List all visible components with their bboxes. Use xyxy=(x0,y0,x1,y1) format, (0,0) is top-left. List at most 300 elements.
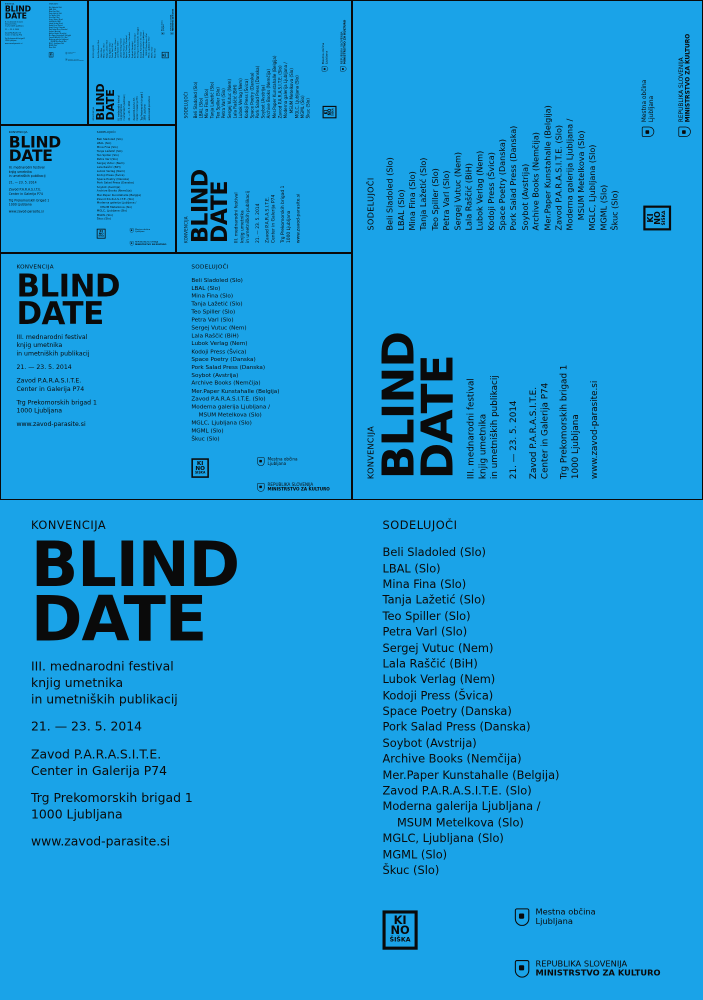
city-line-1: Mestna občina xyxy=(641,79,648,123)
participant-item: Tanja Lažetić (Slo) xyxy=(96,149,123,153)
panel-content xyxy=(89,1,176,125)
participants-label: SODELUJOČI xyxy=(382,518,458,533)
ministry-logo xyxy=(678,34,691,137)
participant-item: Škuc (Slo) xyxy=(96,217,111,221)
subtitle xyxy=(9,166,169,179)
kino-siska-logo: KI NO ŠIŠKA xyxy=(162,53,168,57)
participant-item: LBAL (Slo) xyxy=(191,284,221,292)
sponsor-logos xyxy=(191,457,345,498)
participant-item: MSUM Metelkova (Slo) xyxy=(382,816,524,830)
participant-item: MSUM Metelkova (Slo) xyxy=(289,68,294,119)
ministry-logo xyxy=(130,241,166,246)
participant-item: Zavod P.A.R.A.S.I.T.E. (Slo) xyxy=(382,784,532,798)
city-line-1: Mestna občina xyxy=(135,227,151,231)
subtitle-line: III. mednarodni festival xyxy=(465,378,476,480)
subtitle-line: III. mednarodni festival xyxy=(31,658,174,674)
participant-item: Kodoji Press (Švica) xyxy=(243,79,249,119)
title-line-1: BLIND xyxy=(31,529,240,602)
city-line-1: Mestna občina xyxy=(161,20,163,32)
participants-list xyxy=(383,545,560,879)
address-line: 1000 Ljubljana xyxy=(143,104,147,121)
title-line-1: BLIND xyxy=(16,268,121,305)
participant-item: Lubok Verlag (Nem) xyxy=(475,150,485,231)
venue-line: Zavod P.A.R.A.S.I.T.E. xyxy=(527,387,538,480)
participants xyxy=(383,519,560,879)
participant-item: Soybot (Avstrija) xyxy=(382,736,477,751)
participant-item: Archive Books (Nemčija) xyxy=(191,379,261,387)
participants xyxy=(366,105,621,230)
participant-item: MGML (Slo) xyxy=(150,46,154,59)
participant-item: Lubok Verlag (Nem) xyxy=(382,672,496,687)
participant-item: Tanja Lažetić (Slo) xyxy=(191,300,243,308)
ministry-line-1: REPUBLIKA SLOVENIJA xyxy=(535,959,628,969)
participant-item: Teo Spiller (Slo) xyxy=(48,14,60,17)
participant-item: Pork Salad Press (Danska) xyxy=(382,720,531,735)
address-line: 1000 Ljubljana xyxy=(570,414,581,480)
slovenia-crest-icon xyxy=(65,59,67,61)
city-line-2: Ljubljana xyxy=(135,230,145,233)
participant-item: MGML (Slo) xyxy=(300,95,306,119)
date: 21. — 23. 5. 2014 xyxy=(254,203,260,243)
subtitle xyxy=(16,333,335,358)
city-line-2: Ljubljana xyxy=(535,916,573,926)
participant-item: Mina Fina (Slo) xyxy=(96,145,118,149)
date: 21. — 23. 5. 2014 xyxy=(508,400,519,480)
ministry-line-2: MINISTRSTVO ZA KULTURO xyxy=(68,59,84,61)
subtitle-line: in umetniških publikacij xyxy=(8,174,46,178)
participant-item: MGLC, Ljubljana (Slo) xyxy=(382,832,504,846)
subtitle-line: knjig umetnika xyxy=(31,675,124,691)
city-logo xyxy=(515,908,596,926)
participant-item: Sergej Vutuc (Nem) xyxy=(191,324,247,331)
title-line-1: BLIND xyxy=(373,331,425,480)
participant-item: Archive Books (Nemčija) xyxy=(96,189,132,193)
title-line-2: DATE xyxy=(103,89,117,121)
participant-item: Archive Books (Nemčija) xyxy=(266,69,272,119)
venue-line: Zavod P.A.R.A.S.I.T.E. xyxy=(264,196,270,243)
participant-item: Kodoji Press (Švica) xyxy=(191,348,247,355)
participant-item: LBAL (Slo) xyxy=(396,189,407,231)
address xyxy=(558,26,582,479)
city-line-1: Mestna občina xyxy=(321,42,325,65)
ministry-logo xyxy=(257,483,329,492)
participants xyxy=(97,131,141,221)
kino-siska-logo: KI NO ŠIŠKA xyxy=(191,458,208,478)
venue-line: Center in Galerija P74 xyxy=(16,385,85,393)
participant-item: Kodoji Press (Švica) xyxy=(48,24,63,27)
subtitle xyxy=(465,26,501,479)
ljubljana-crest-icon xyxy=(515,909,529,927)
participant-item: Kodoji Press (Švica) xyxy=(486,152,497,231)
title xyxy=(5,6,85,20)
participant-item: Mer.Paper Kunstahalle (Belgija) xyxy=(96,193,142,197)
participant-item: Soybot (Avstrija) xyxy=(191,371,239,379)
address xyxy=(280,16,292,243)
kino-siska-logo: KI NO ŠIŠKA xyxy=(49,52,53,57)
participant-item: Zavod P.A.R.A.S.I.T.E. (Slo) xyxy=(96,197,135,201)
participant-item: Mer.Paper Kunstahalle (Belgija) xyxy=(382,768,560,782)
city-logo xyxy=(161,20,164,34)
participant-item: Sergej Vutuc (Nem) xyxy=(227,79,232,119)
participant-item: MSUM Metelkova (Slo) xyxy=(576,130,587,231)
city-logo xyxy=(642,80,655,137)
sponsor-logos xyxy=(383,908,693,991)
participants-label: SODELUJOČI xyxy=(48,3,59,6)
convention-label: KONVENCIJA xyxy=(4,3,15,6)
participant-item: Mina Fina (Slo) xyxy=(407,171,418,231)
poster-panel xyxy=(0,253,352,500)
date: 21. — 23. 5. 2014 xyxy=(16,363,72,371)
subtitle-line: III. mednarodni festival xyxy=(4,20,23,23)
participant-item: MGML (Slo) xyxy=(382,847,448,862)
title xyxy=(187,16,233,243)
ministry-logo xyxy=(65,59,83,61)
poster-panel xyxy=(352,0,703,500)
participant-item: Petra Varl (Slo) xyxy=(191,316,234,324)
participant-item: Škuc (Slo) xyxy=(610,190,620,231)
venue xyxy=(16,376,335,393)
subtitle-line: knjig umetnika xyxy=(477,413,488,480)
participants xyxy=(191,263,279,442)
participant-item: MGML (Slo) xyxy=(191,427,224,434)
participant-item: Lala Raščić (BiH) xyxy=(464,163,474,231)
participant-item: LBAL (Slo) xyxy=(99,47,103,59)
participants xyxy=(92,27,156,58)
participant-item: Petra Varl (Slo) xyxy=(96,157,118,161)
participant-item: Space Poetry (Danska) xyxy=(48,26,66,29)
ministry-logo xyxy=(171,9,174,35)
panel-content xyxy=(1,1,88,63)
address-line: Trg Prekomorskih brigad 1 xyxy=(4,37,26,40)
city-line-1: Mestna občina xyxy=(535,907,596,917)
participant-item: Archive Books (Nemčija) xyxy=(382,752,522,766)
city-line-2: Ljubljana xyxy=(267,461,287,466)
participant-item: Kodoji Press (Švica) xyxy=(96,173,125,177)
participant-item: Tanja Lažetić (Slo) xyxy=(382,593,486,607)
participant-item: Petra Varl (Slo) xyxy=(111,43,114,59)
ministry-line-2: MINISTRSTVO ZA KULTURO xyxy=(535,968,661,978)
participant-item: Zavod P.A.R.A.S.I.T.E. (Slo) xyxy=(48,36,68,39)
subtitle-line: III. mednarodni festival xyxy=(233,192,239,243)
venue-line: Zavod P.A.R.A.S.I.T.E. xyxy=(31,746,162,762)
participant-item: Tanja Lažetić (Slo) xyxy=(105,39,108,59)
participant-item: Škuc (Slo) xyxy=(48,46,56,49)
participant-item: Space Poetry (Danska) xyxy=(382,704,512,719)
convention-label: KONVENCIJA xyxy=(31,518,107,533)
subtitle-line: in umetniških publikacij xyxy=(4,25,24,27)
title xyxy=(8,133,169,166)
participant-item: Lala Raščić (BiH) xyxy=(96,165,121,169)
participant-item: Moderna galerija Ljubljana / xyxy=(48,38,69,41)
participant-item: Zavod P.A.R.A.S.I.T.E. (Slo) xyxy=(554,124,564,231)
city-line-2: Ljubljana xyxy=(324,50,328,65)
participant-item: Mina Fina (Slo) xyxy=(102,43,106,59)
title-line-2: DATE xyxy=(31,583,207,657)
subtitle-line: III. mednarodni festival xyxy=(8,165,45,170)
participant-item: Škuc (Slo) xyxy=(306,98,311,119)
participant-item: Mina Fina (Slo) xyxy=(191,292,234,300)
participant-item: Lubok Verlag (Nem) xyxy=(191,340,248,347)
panel-content xyxy=(353,4,703,500)
participant-item: Petra Varl (Slo) xyxy=(221,88,227,119)
date: 21. — 23. 5. 2014 xyxy=(4,28,19,31)
sponsor-logos xyxy=(322,8,351,118)
ministry-line-1: REPUBLIKA SLOVENIJA xyxy=(267,482,314,488)
panel-content xyxy=(177,5,352,253)
slovenia-crest-icon xyxy=(515,960,529,978)
participant-item: MGML (Slo) xyxy=(599,184,609,231)
participant-item: Sergej Vutuc (Nem) xyxy=(452,151,463,231)
participant-item: Lala Raščić (BiH) xyxy=(191,332,239,339)
participants-list xyxy=(97,27,156,58)
participant-item: Mer.Paper Kunstahalle (Belgija) xyxy=(272,55,277,119)
sponsor-logos xyxy=(49,52,88,62)
convention-label: KONVENCIJA xyxy=(16,263,54,270)
ljubljana-crest-icon xyxy=(130,228,134,232)
participants-list xyxy=(49,7,71,49)
participant-item: Space Poetry (Danska) xyxy=(125,35,128,59)
participant-item: MGML (Slo) xyxy=(96,213,113,217)
ljubljana-crest-icon xyxy=(322,66,328,71)
title-line-1: BLIND xyxy=(187,169,214,243)
title-line-2: DATE xyxy=(206,180,233,243)
participant-item: Soybot (Avstrija) xyxy=(130,41,134,59)
participant-item: MGLC, Ljubljana (Slo) xyxy=(587,144,598,231)
participant-item: Mer.Paper Kunstahalle (Belgija) xyxy=(191,387,280,395)
city-line-2: Ljubljana xyxy=(162,24,165,32)
address-line: 1000 Ljubljana xyxy=(16,406,63,415)
participant-item: Space Poetry (Danska) xyxy=(497,139,508,231)
city-logo xyxy=(130,228,150,233)
address-line: Trg Prekomorskih brigad 1 xyxy=(140,91,144,121)
participant-item: Pork Salad Press (Danska) xyxy=(509,125,519,231)
ministry-logo xyxy=(515,960,661,978)
participant-item: Archive Books (Nemčija) xyxy=(133,33,137,59)
ljubljana-crest-icon xyxy=(642,127,654,137)
participant-item: Beli Sladoled (Slo) xyxy=(385,157,395,231)
participants-list xyxy=(191,276,279,442)
participant-item: Pork Salad Press (Danska) xyxy=(128,31,131,59)
subtitle-line: III. mednarodni festival xyxy=(16,333,88,341)
website-link[interactable]: www.zavod-parasite.si xyxy=(295,193,301,243)
participant-item: Škuc (Slo) xyxy=(153,48,156,59)
participant-item: Teo Spiller (Slo) xyxy=(430,168,440,231)
participant-item: Mina Fina (Slo) xyxy=(204,88,210,119)
participant-item: MGLC, Ljubljana (Slo) xyxy=(191,419,252,426)
participants-label: SODELUJOČI xyxy=(191,263,229,270)
convention-label: KONVENCIJA xyxy=(366,425,376,480)
website-link[interactable]: www.zavod-parasite.si xyxy=(31,834,171,849)
ministry-line-2: MINISTRSTVO ZA KULTURO xyxy=(172,8,174,32)
website-link[interactable]: www.zavod-parasite.si xyxy=(4,42,23,45)
participant-item: Archive Books (Nemčija) xyxy=(48,32,67,35)
participant-item: Lubok Verlag (Nem) xyxy=(96,169,125,173)
poster-panel xyxy=(0,500,703,1000)
address-line: Trg Prekomorskih brigad 1 xyxy=(8,198,50,203)
participant-item: MGML (Slo) xyxy=(48,44,57,47)
participant-item: MSUM Metelkova (Slo) xyxy=(145,33,148,59)
ministry-line-1: REPUBLIKA SLOVENIJA xyxy=(170,14,173,32)
date: 21. — 23. 5. 2014 xyxy=(31,719,143,734)
city-logo xyxy=(65,52,75,54)
participant-item: Mina Fina (Slo) xyxy=(382,577,467,591)
participant-item: Moderna galerija Ljubljana / xyxy=(142,30,145,59)
subtitle-line: knjig umetnika xyxy=(16,341,63,349)
convention-label: KONVENCIJA xyxy=(183,216,189,243)
participant-item: Mer.Paper Kunstahalle (Belgija) xyxy=(48,34,72,37)
city-line-1: Mestna občina xyxy=(68,51,76,54)
sponsor-logos xyxy=(97,228,175,249)
kino-siska-logo: KI NO ŠIŠKA xyxy=(643,206,671,231)
address-line: 1000 Ljubljana xyxy=(285,210,292,243)
address xyxy=(31,789,672,822)
venue xyxy=(31,746,672,779)
venue xyxy=(9,187,169,195)
venue-line: Zavod P.A.R.A.S.I.T.E. xyxy=(16,376,82,384)
participants-label: SODELUJOČI xyxy=(92,44,95,59)
address-line: Trg Prekomorskih brigad 1 xyxy=(31,790,193,805)
address-line: Trg Prekomorskih brigad 1 xyxy=(558,364,569,480)
date: 21. — 23. 5. 2014 xyxy=(127,100,131,121)
address-line: 1000 Ljubljana xyxy=(4,39,17,42)
slovenia-crest-icon xyxy=(171,32,174,35)
participant-item: Sergej Vutuc (Nem) xyxy=(96,161,125,165)
participant-item: Sergej Vutuc (Nem) xyxy=(48,18,63,21)
participants-label: SODELUJOČI xyxy=(96,130,116,135)
participant-item: Teo Spiller (Slo) xyxy=(191,308,236,316)
participant-item: MGLC, Ljubljana (Slo) xyxy=(48,42,65,45)
poster-panel xyxy=(0,125,176,253)
participant-item: Pork Salad Press (Danska) xyxy=(255,65,261,119)
panel-content xyxy=(1,126,176,250)
city-line-2: Ljubljana xyxy=(68,53,73,55)
ministry-line-2: MINISTRSTVO ZA KULTURO xyxy=(343,19,347,65)
participant-item: Petra Varl (Slo) xyxy=(441,170,452,231)
title xyxy=(96,7,115,121)
participant-item: Petra Varl (Slo) xyxy=(382,625,468,639)
ljubljana-crest-icon xyxy=(161,32,164,35)
participant-item: Teo Spiller (Slo) xyxy=(96,153,119,157)
venue xyxy=(527,26,551,479)
panel-content xyxy=(0,500,703,996)
participant-item: Zavod P.A.R.A.S.I.T.E. (Slo) xyxy=(191,395,266,403)
participant-item: Soybot (Avstrija) xyxy=(260,84,266,119)
ministry-logo xyxy=(340,20,346,72)
participant-item: Lubok Verlag (Nem) xyxy=(119,38,123,59)
sponsor-logos xyxy=(642,11,701,230)
ljubljana-crest-icon xyxy=(65,52,67,54)
participants-list xyxy=(385,105,621,230)
website-link[interactable]: www.zavod-parasite.si xyxy=(148,95,151,121)
sponsor-logos xyxy=(161,3,176,58)
participant-item: Archive Books (Nemčija) xyxy=(531,132,542,231)
ministry-line-2: MINISTRSTVO ZA KULTURO xyxy=(135,243,167,246)
participant-item: Mer.Paper Kunstahalle (Belgija) xyxy=(542,105,553,231)
participant-item: Lala Raščić (BiH) xyxy=(382,657,478,671)
website-link[interactable]: www.zavod-parasite.si xyxy=(16,420,86,428)
venue-line: Zavod P.A.R.A.S.I.T.E. xyxy=(4,31,22,34)
participant-item: Soybot (Avstrija) xyxy=(96,185,121,189)
participant-item: Petra Varl (Slo) xyxy=(48,16,60,19)
website-link[interactable]: www.zavod-parasite.si xyxy=(8,209,44,214)
participant-item: Pork Salad Press (Danska) xyxy=(191,363,266,371)
kino-siska-logo: KI NO ŠIŠKA xyxy=(323,106,337,118)
subtitle-line: knjig umetnika xyxy=(4,22,17,25)
city-logo xyxy=(257,457,297,466)
participant-item: LBAL (Slo) xyxy=(198,97,204,119)
city-line-1: Mestna občina xyxy=(267,456,298,462)
title-line-2: DATE xyxy=(8,146,53,166)
ministry-line-1: REPUBLIKA SLOVENIJA xyxy=(68,58,80,60)
participant-item: Moderna galerija Ljubljana / xyxy=(191,403,271,411)
participants-list xyxy=(97,137,141,221)
kino-siska-logo: KI NO ŠIŠKA xyxy=(383,910,418,949)
address xyxy=(16,398,335,415)
participant-item: Lubok Verlag (Nem) xyxy=(238,78,244,119)
date: 21. — 23. 5. 2014 xyxy=(8,180,37,185)
subtitle-line: in umetniških publikacij xyxy=(245,190,251,243)
participant-item: MSUM Metelkova (Slo) xyxy=(48,40,67,43)
participant-item: MSUM Metelkova (Slo) xyxy=(96,205,133,209)
subtitle xyxy=(233,16,251,243)
participant-item: LBAL (Slo) xyxy=(48,8,57,11)
subtitle-line: III. mednarodni festival xyxy=(117,95,120,121)
slovenia-crest-icon xyxy=(130,241,134,245)
slovenia-crest-icon xyxy=(257,483,264,492)
participants-label: SODELUJOČI xyxy=(183,91,189,119)
participant-item: Teo Spiller (Slo) xyxy=(215,87,221,119)
slovenia-crest-icon xyxy=(340,66,346,71)
convention-label: KONVENCIJA xyxy=(92,107,95,121)
participant-item: Lala Raščić (BiH) xyxy=(232,84,238,119)
participant-item: Soybot (Avstrija) xyxy=(520,163,530,231)
ministry-line-1: REPUBLIKA SLOVENIJA xyxy=(339,31,344,65)
participant-item: Tanja Lažetić (Slo) xyxy=(48,12,62,15)
venue-line: Zavod P.A.R.A.S.I.T.E. xyxy=(8,187,42,192)
participant-item: Lubok Verlag (Nem) xyxy=(48,22,63,25)
title-line-2: DATE xyxy=(4,11,27,21)
title-line-2: DATE xyxy=(16,295,104,332)
address-line: 1000 Ljubljana xyxy=(8,202,32,207)
participant-item: Moderna galerija Ljubljana / xyxy=(382,800,541,814)
participant-item: Beli Sladoled (Slo) xyxy=(193,81,198,119)
participant-item: LBAL (Slo) xyxy=(96,141,112,145)
poster-panel xyxy=(0,0,88,125)
participant-item: Beli Sladoled (Slo) xyxy=(97,39,100,59)
participants-label: SODELUJOČI xyxy=(366,177,376,231)
convention-label: KONVENCIJA xyxy=(8,130,28,135)
participant-item: Moderna galerija Ljubljana / xyxy=(96,201,137,205)
participant-item: Beli Sladoled (Slo) xyxy=(382,545,486,560)
participant-item: Soybot (Avstrija) xyxy=(48,30,61,33)
participant-item: Teo Spiller (Slo) xyxy=(382,609,471,623)
subtitle-line: in umetniških publikacij xyxy=(16,349,90,357)
participant-item: Kodoji Press (Švica) xyxy=(382,688,494,703)
subtitle-line: in umetniških publikacij xyxy=(489,375,500,480)
participant-item: Tanja Lažetić (Slo) xyxy=(419,157,429,231)
venue-line: Center in Galerija P74 xyxy=(31,763,168,778)
ministry-line-2: MINISTRSTVO ZA KULTURO xyxy=(684,33,691,123)
participant-item: Tanja Lažetić (Slo) xyxy=(210,81,215,119)
ministry-line-2: MINISTRSTVO ZA KULTURO xyxy=(267,487,330,492)
slovenia-crest-icon xyxy=(679,127,691,137)
subtitle xyxy=(31,658,672,708)
participant-item: MSUM Metelkova (Slo) xyxy=(191,411,262,419)
subtitle-line: in umetniških publikacij xyxy=(123,94,126,121)
participant-item: Space Poetry (Danska) xyxy=(249,72,255,119)
website-link[interactable]: www.zavod-parasite.si xyxy=(589,380,600,480)
ministry-line-1: REPUBLIKA SLOVENIJA xyxy=(135,240,159,244)
